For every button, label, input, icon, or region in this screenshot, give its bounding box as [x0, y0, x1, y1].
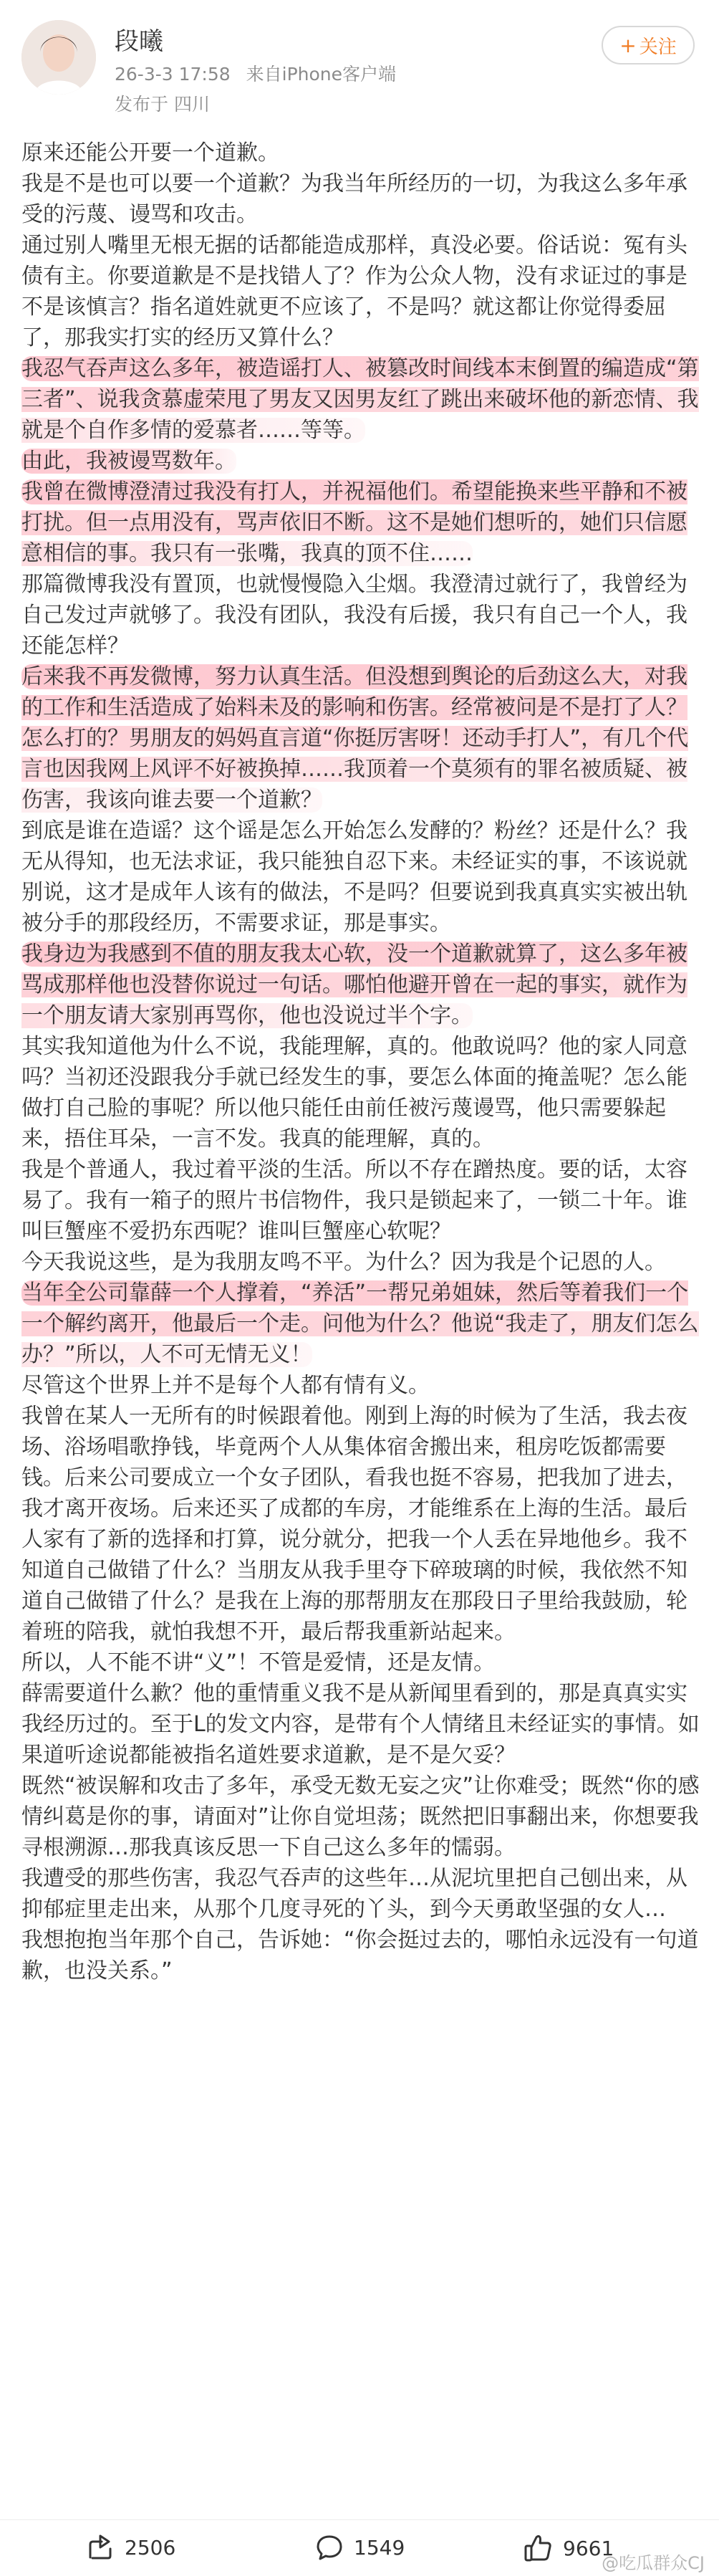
paragraph-text: 其实我知道他为什么不说，我能理解，真的。他敢说吗？他的家人同意吗？当初还没跟我分手就已经发生的事，要怎么体面的掩盖呢？怎么能做打自己脸的事呢？所以他只能任由前任被污蔑谩骂，他只需要躲起来，捂住耳朵，一言不发。我真的能理解，真的。 [21, 1034, 687, 1151]
thumbs-up-icon [523, 2533, 553, 2563]
post-paragraph [21, 168, 700, 230]
paragraph-text: 那篇微博我没有置顶，也就慢慢隐入尘烟。我澄清过就行了，我曾经为自己发过声就够了。我没有团队，我没有后援，我只有自己一个人，我还能怎样？ [21, 572, 687, 659]
highlighted-text: 由此，我被谩骂数年。 [21, 449, 236, 474]
like-button[interactable] [523, 2533, 614, 2563]
paragraph-text: 今天我说这些，是为我朋友鸣不平。为什么？因为我是个记恩的人。 [21, 1250, 666, 1275]
highlighted-text: 我曾在微博澄清过我没有打人，并祝福他们。希望能换来些平静和不被打扰。但一点用没有，骂声依旧不断。这不是她们想听的，她们只信愿意相信的事。我只有一张嘴，我真的顶不住…… [21, 479, 687, 566]
post-paragraph [21, 1771, 700, 1863]
share-icon [86, 2533, 115, 2562]
repost-button[interactable] [86, 2533, 175, 2562]
paragraph-text: 既然“被误解和攻击了多年，承受无数无妄之灾”让你难受；既然“你的感情纠葛是你的事，请面对”让你自觉坦荡；既然把旧事翻出来，你想要我寻根溯源…那我真该反思一下自己这么多年的懦弱。 [21, 1773, 700, 1860]
action-bar [0, 2519, 719, 2576]
plus-icon: + [619, 33, 637, 57]
avatar[interactable] [21, 20, 96, 95]
comment-icon [315, 2533, 344, 2562]
watermark: @吃瓜群众CJ [602, 2553, 705, 2573]
follow-label: 关注 [639, 36, 677, 58]
author-name[interactable]: 段曦 [115, 27, 163, 56]
highlighted-text: 我忍气吞声这么多年，被造谣打人、被篡改时间线本末倒置的编造成“第三者”、说我贪慕虚荣甩了男友又因男友红了跳出来破坏他的新恋情、我就是个自作多情的爱慕者……等等。 [21, 356, 699, 443]
like-count: 9661 [563, 2536, 614, 2560]
comment-count: 1549 [354, 2535, 405, 2560]
highlighted-text: 我身边为我感到不值的朋友我太心软，没一个道歉就算了，这么多年被骂成那样他也没替你说过一句话。哪怕他避开曾在一起的事实，就作为一个朋友请大家别再骂你，他也没说过半个字。 [21, 942, 687, 1028]
post-paragraph [21, 353, 700, 446]
paragraph-text: 我是个普通人，我过着平淡的生活。所以不存在蹭热度。要的话，太容易了。我有一箱子的照片书信物件，我只是锁起来了，一锁二十年。谁叫巨蟹座不爱扔东西呢？谁叫巨蟹座心软呢？ [21, 1157, 687, 1244]
post-paragraph [21, 815, 700, 939]
post-paragraph [21, 446, 700, 477]
paragraph-text: 到底是谁在造谣？这个谣是怎么开始怎么发酵的？粉丝？还是什么？我无从得知，也无法求证，我只能独自忍下来。未经证实的事，不该说就别说，这才是成年人该有的做法，不是吗？但要说到我真真实实被出轨被分手的那段经历，不需要求证，那是事实。 [21, 818, 687, 936]
paragraph-text: 我遭受的那些伤害，我忍气吞声的这些年…从泥坑里把自己刨出来，从抑郁症里走出来，从那个几度寻死的丫头，到今天勇敢坚强的女人… [21, 1866, 687, 1922]
post-location: 发布于 四川 [115, 94, 210, 115]
post-paragraph [21, 1647, 700, 1678]
post-time: 26-3-3 17:58 [115, 64, 231, 85]
post-paragraph [21, 1370, 700, 1401]
post-paragraph [21, 939, 700, 1031]
post-paragraph [21, 1678, 700, 1771]
post-paragraph [21, 1925, 700, 1986]
repost-count: 2506 [125, 2535, 176, 2560]
post-paragraph [21, 1863, 700, 1925]
post-paragraph [21, 661, 700, 815]
follow-button[interactable] [602, 26, 695, 64]
post-paragraph [21, 1154, 700, 1247]
post-paragraph [21, 569, 700, 661]
post-paragraph [21, 1247, 700, 1278]
paragraph-text: 尽管这个世界上并不是每个人都有情有义。 [21, 1373, 430, 1398]
avatar-portrait [21, 20, 96, 95]
highlighted-text: 后来我不再发微博，努力认真生活。但没想到舆论的后劲这么大，对我的工作和生活造成了始料未及的影响和伤害。经常被问是不是打了人？怎么打的？男朋友的妈妈直言道“你挺厉害呀！还动手打人”，有几个代言也因我网上风评不好被换掉……我顶着一个莫须有的罪名被质疑、被伤害，我该向谁去要一个道歉？ [21, 664, 689, 813]
highlighted-text: 当年全公司靠薛一个人撑着，“养活”一帮兄弟姐妹，然后等着我们一个一个解约离开，他最后一个走。问他为什么？他说“我走了，朋友们怎么办？”所以，人不可无情无义！ [21, 1280, 699, 1367]
paragraph-text: 我想抱抱当年那个自己，告诉她：“你会挺过去的，哪怕永远没有一句道歉，也没关系。” [21, 1928, 699, 1983]
comment-button[interactable] [315, 2533, 405, 2562]
paragraph-text: 薛需要道什么歉？他的重情重义我不是从新闻里看到的，那是真真实实我经历过的。至于L的发文内容，是带有个人情绪且未经证实的事情。如果道听途说都能被指名道姓要求道歉，是不是欠妥？ [21, 1681, 700, 1768]
paragraph-text: 原来还能公开要一个道歉。 [21, 140, 279, 166]
paragraph-text: 我曾在某人一无所有的时候跟着他。刚到上海的时候为了生活，我去夜场、浴场唱歌挣钱，毕竟两个人从集体宿舍搬出来，租房吃饭都需要钱。后来公司要成立一个女子团队，看我也挺不容易，把我加了进去，我才离开夜场。后来还买了成都的车房，才能维系在上海的生活。最后人家有了新的选择和打算，说分就分，把我一个人丢在异地他乡。我不知道自己做错了什么？当朋友从我手里夺下碎玻璃的时候，我依然不知道自己做错了什么？是我在上海的那帮朋友在那段日子里给我鼓励，轮着班的陪我，就怕我想不开，最后帮我重新站起来。 [21, 1404, 687, 1644]
post-source: 来自iPhone客户端 [246, 64, 397, 85]
paragraph-text: 我是不是也可以要一个道歉？为我当年所经历的一切，为我这么多年承受的污蔑、谩骂和攻击。 [21, 171, 687, 227]
post-header [0, 0, 719, 136]
post-body [21, 138, 700, 1986]
post-paragraph [21, 138, 700, 168]
post-paragraph [21, 1401, 700, 1647]
post-meta [115, 60, 396, 86]
post-paragraph [21, 230, 700, 353]
post-paragraph [21, 1031, 700, 1154]
paragraph-text: 通过别人嘴里无根无据的话都能造成那样，真没必要。俗话说：冤有头债有主。你要道歉是不是找错人了？作为公众人物，没有求证过的事是不是该慎言？指名道姓就更不应该了，不是吗？就这都让你觉得委屈了，那我实打实的经历又算什么？ [21, 233, 687, 350]
post-paragraph [21, 477, 700, 569]
post-paragraph [21, 1278, 700, 1370]
paragraph-text: 所以，人不能不讲“义”！不管是爱情，还是友情。 [21, 1650, 496, 1675]
